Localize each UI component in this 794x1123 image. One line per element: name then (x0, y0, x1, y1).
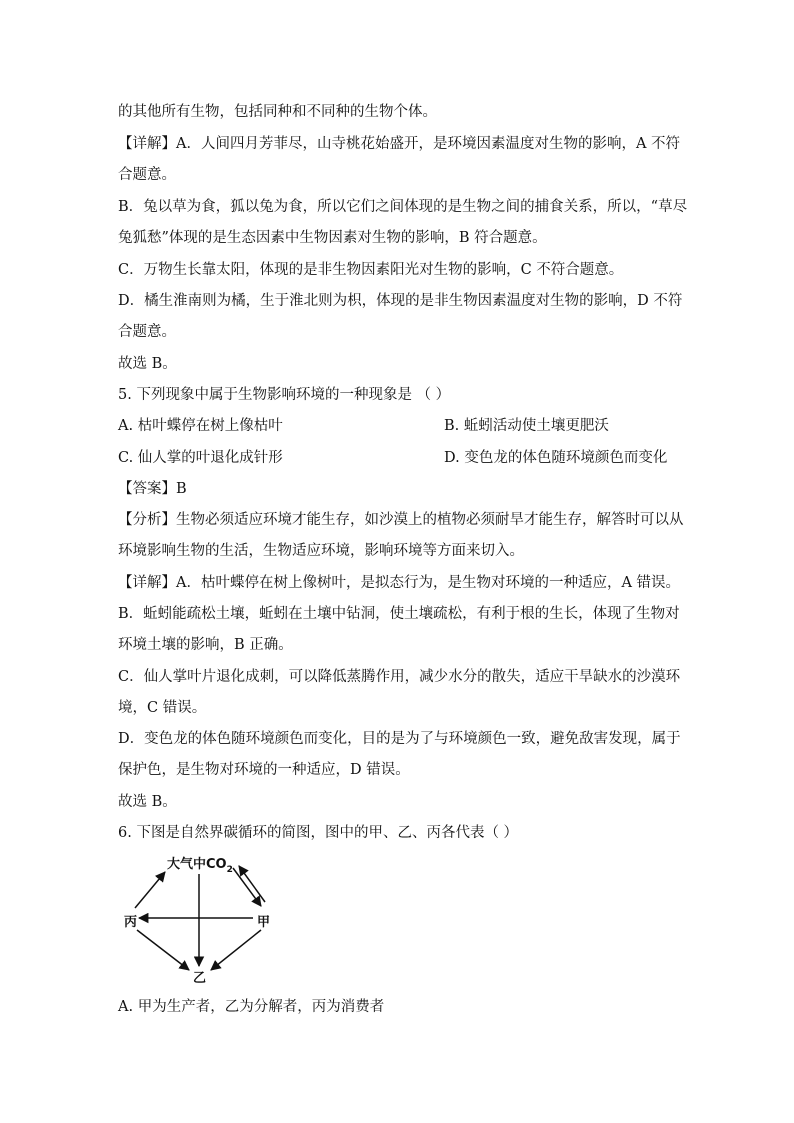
q5-option-b: B. 蚯蚓活动使土壤更肥沃 (444, 418, 609, 434)
text-line: B．兔以草为食，狐以兔为食，所以它们之间体现的是生物之间的捕食关系，所以，“草尽 (118, 199, 688, 215)
text-line: 境，C 错误。 (118, 700, 207, 716)
label-jia: 甲 (257, 915, 271, 930)
label-atmosphere-co2: 大气中$CO_2$ (167, 857, 233, 875)
q6-option-a: A. 甲为生产者，乙为分解者，丙为消费者 (118, 999, 385, 1015)
arrow-bing-to-yi (137, 930, 189, 970)
question-5: 5. 下列现象中属于生物影响环境的一种现象是 （ ） (118, 387, 451, 403)
arrow-atmosphere-to-jia (233, 868, 261, 906)
text-line: C．万物生长靠太阳，体现的是非生物因素阳光对生物的影响，C 不符合题意。 (118, 262, 624, 278)
q5-option-c: C. 仙人掌的叶退化成针形 (118, 450, 283, 466)
text-line: 【分析】生物必须适应环境才能生存，如沙漠上的植物必须耐旱才能生存，解答时可以从 (118, 512, 684, 528)
text-line: 保护色，是生物对环境的一种适应，D 错误。 (118, 762, 410, 778)
arrow-jia-to-atmosphere (239, 866, 265, 902)
arrow-bing-to-atmosphere (135, 872, 165, 908)
text-line: 环境土壤的影响，B 正确。 (118, 637, 293, 653)
text-line: 【详解】A．枯叶蝶停在树上像树叶，是拟态行为，是生物对环境的一种适应，A 错误。 (118, 575, 681, 591)
text-line: 【详解】A．人间四月芳菲尽，山寺桃花始盛开，是环境因素温度对生物的影响，A 不符 (118, 136, 681, 152)
text-line: 故选 B。 (118, 794, 177, 810)
arrow-jia-to-yi (211, 930, 261, 970)
label-bing: 丙 (124, 915, 138, 930)
q5-option-a: A. 枯叶蝶停在树上像枯叶 (118, 418, 283, 434)
text-line: D．橘生淮南则为橘，生于淮北则为枳，体现的是非生物因素温度对生物的影响，D 不符 (118, 293, 683, 309)
text-line: 合题意。 (118, 324, 176, 340)
q5-option-d: D. 变色龙的体色随环境颜色而变化 (444, 450, 668, 466)
text-line: 环境影响生物的生活，生物适应环境，影响环境等方面来切入。 (118, 543, 524, 559)
text-line: 的其他所有生物，包括同种和不同种的生物个体。 (118, 104, 437, 120)
answer-line: 【答案】B (118, 481, 187, 497)
text-line: C．仙人掌叶片退化成刺，可以降低蒸腾作用，减少水分的散失，适应干旱缺水的沙漠环 (118, 669, 681, 685)
text-line: D．变色龙的体色随环境颜色而变化，目的是为了与环境颜色一致，避免敌害发现，属于 (118, 731, 681, 747)
text-line: 合题意。 (118, 167, 176, 183)
text-line: 故选 B。 (118, 356, 177, 372)
question-6: 6. 下图是自然界碳循环的简图，图中的甲、乙、丙各代表（ ） (118, 825, 519, 841)
carbon-cycle-svg (115, 846, 285, 986)
carbon-cycle-diagram (115, 846, 285, 986)
text-line: B．蚯蚓能疏松土壤，蚯蚓在土壤中钻洞，使土壤疏松，有利于根的生长，体现了生物对 (118, 606, 680, 622)
text-line: 兔狐愁”体现的是生态因素中生物因素对生物的影响，B 符合题意。 (118, 230, 547, 246)
label-yi: 乙 (193, 971, 207, 986)
